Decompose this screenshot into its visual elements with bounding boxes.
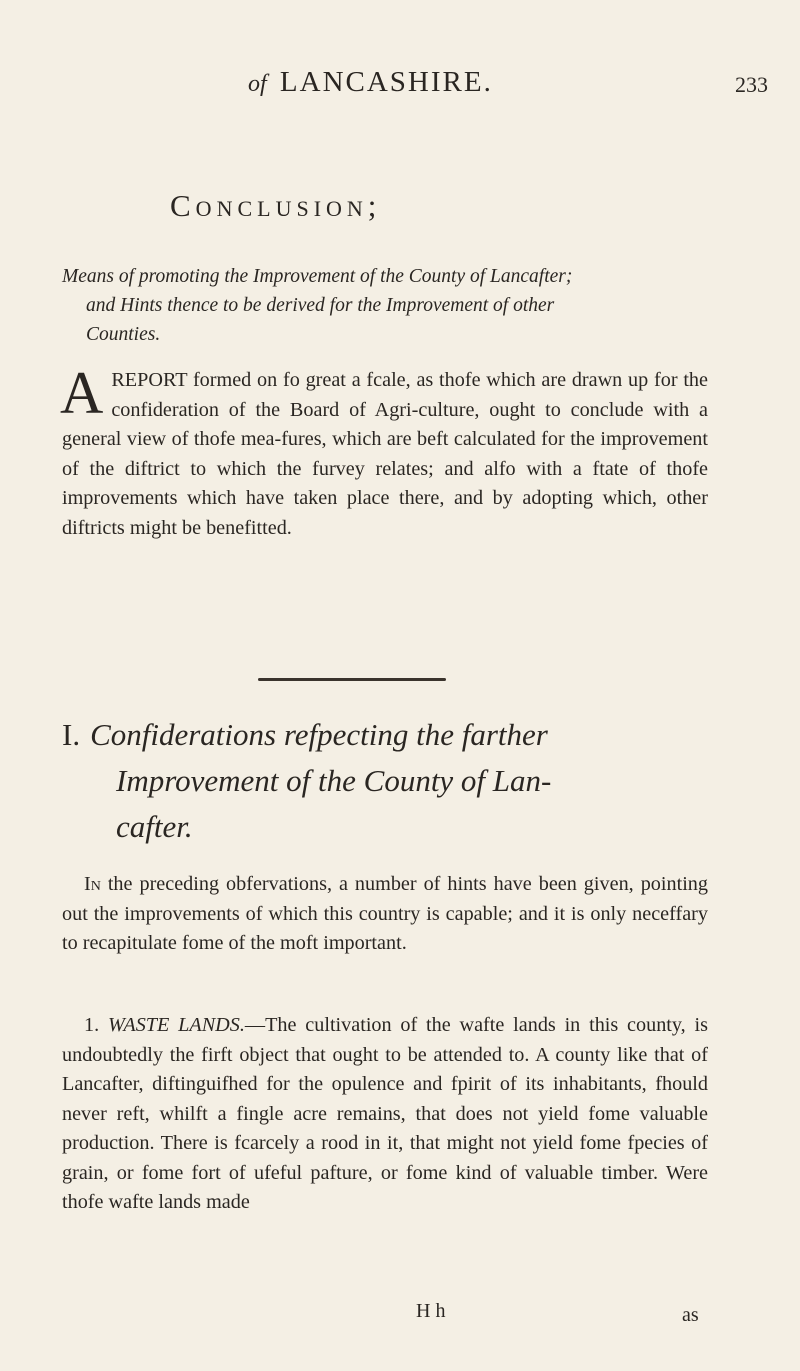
signature-mark: H h [416,1300,446,1322]
item-text: —The cultivation of the wafte lands in this county, is undoubtedly the firft object that ought to be attended to. A county like that of Lancafter, diftinguifhed for the opulence and fpirit of its inhabitants, fhould never reft, whilft a fingle acre remains, that does not yield fome valuable production. There is fcarcely a rood in it, that might not yield fome fpecies of grain, or fome fort of ufeful pafture, or fome kind of valuable timber. Were thofe wafte lands made [62,1014,709,1213]
running-head [0,66,800,106]
section-heading [62,712,702,850]
section-number: I. [62,717,81,752]
body-paragraph [62,870,708,959]
item-number: 1. [84,1014,100,1036]
subtitle-line-1: Means of promoting the Improvement of the County of Lancafter; [62,266,573,287]
page-number: 233 [735,72,768,97]
waste-lands-paragraph [62,1011,708,1218]
running-title [248,66,493,99]
paragraph-text: the preceding obfervations, a number of hints have been given, pointing out the improvements of which this country is capable; and it is only neceffary to recapitulate fome of the moft important. [62,873,708,954]
intro-paragraph [60,360,708,543]
subtitle-line-3: Counties. [86,324,161,345]
paragraph-lead-word: In [84,873,101,895]
intro-lead-word: REPORT [111,369,188,391]
section-heading-line-2: Improvement of the County of Lan- [116,763,552,798]
chapter-title: Conclusion; [170,188,382,223]
catchword: as [682,1304,699,1326]
item-heading: WASTE LANDS. [107,1014,245,1036]
running-title-prefix: of [248,71,267,97]
drop-cap: A [60,360,104,426]
section-divider-rule [258,678,446,681]
running-title-text: LANCASHIRE. [279,66,493,98]
chapter-subtitle [62,262,702,349]
subtitle-line-2: and Hints thence to be derived for the Improvement of other [86,295,555,316]
intro-text: formed on fo great a fcale, as thofe which are drawn up for the confideration of the Board of Agri-culture, ought to conclude with a general view of thofe mea-fures, which are beft calculated for the improvement of the diftrict to which the furvey relates; and alfo with a ftate of thofe improvements which have taken place there, and by adopting which, other diftricts might be benefitted. [62,369,708,539]
section-heading-line-1: Confiderations refpecting the farther [90,717,548,752]
section-heading-line-3: cafter. [116,809,193,844]
